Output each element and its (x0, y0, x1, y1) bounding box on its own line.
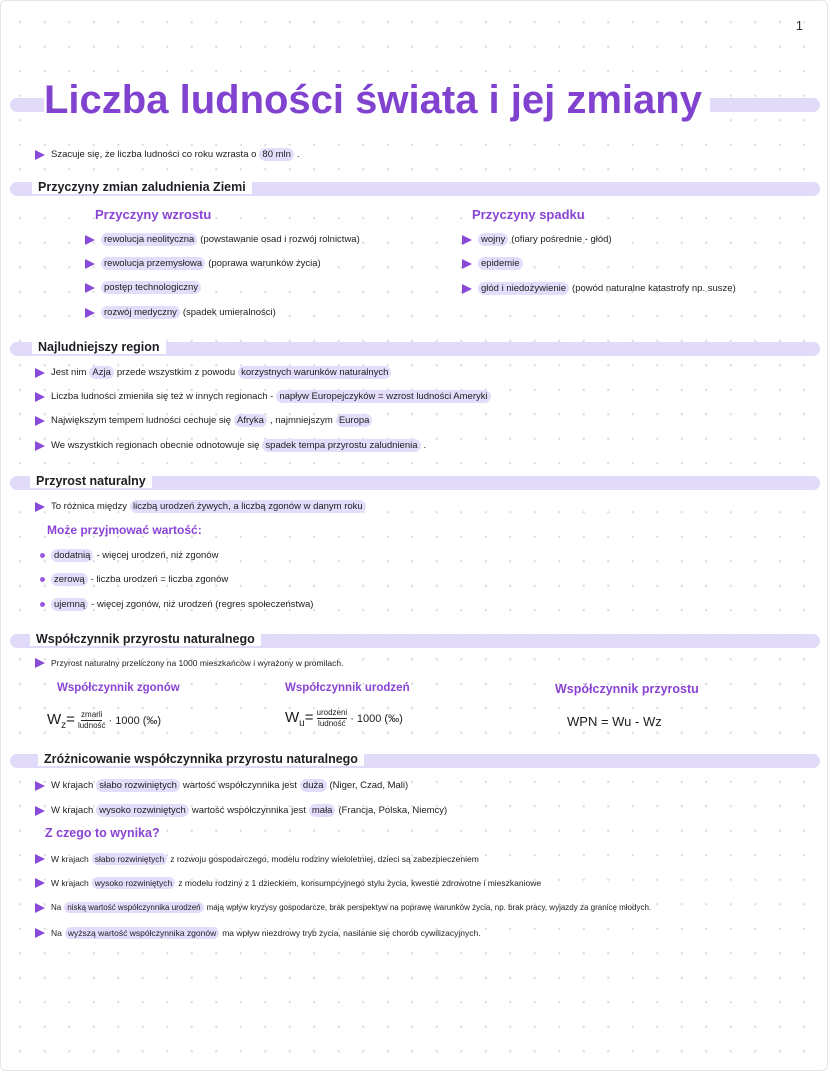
intro-line (35, 148, 300, 161)
text: z modelu rodziny z 1 dzieckiem, konsumpcyjnego stylu życia, kwestie zdrowotne i mieszkaniowe (178, 878, 542, 888)
bullet-triangle-icon (85, 259, 95, 269)
highlighted-text: mała (309, 804, 336, 817)
bullet-triangle-icon (35, 392, 45, 402)
bullet-triangle-icon (35, 878, 45, 888)
bullet-triangle-icon (462, 259, 472, 269)
bullet-triangle-icon (35, 928, 45, 938)
list-item (40, 573, 228, 586)
text: mają wpływ kryzysy gospodarcze, brak perspektyw na poprawę warunków życia, np. brak pracy, wyjazdy za granicę młodych. (206, 903, 652, 912)
text: (Niger, Czad, Mali) (329, 780, 409, 791)
bullet-triangle-icon (35, 502, 45, 512)
text: (powód naturalne katastrofy np. susze) (572, 283, 736, 294)
bullet-dot-icon (40, 577, 45, 582)
highlighted-text: korzystnych warunków naturalnych (238, 366, 391, 379)
list-item (85, 257, 321, 270)
list-item (35, 414, 372, 427)
text: . (423, 440, 427, 451)
text: Na (51, 903, 62, 912)
highlighted-text: słabo rozwiniętych (96, 779, 180, 792)
list-item (35, 902, 651, 913)
text: (powstawanie osad i rozwój rolnictwa) (200, 234, 360, 245)
list-item (35, 390, 491, 403)
section-heading-diff: Zróżnicowanie współczynnika przyrostu naturalnego (38, 752, 364, 766)
multiplier: · 1000 (‰) (350, 712, 403, 725)
highlighted-text: ujemną (51, 598, 88, 611)
list-item (462, 282, 736, 295)
text: , najmniejszym (269, 415, 333, 426)
values-subheading: Może przyjmować wartość: (47, 523, 202, 537)
list-item (35, 877, 541, 889)
highlighted-text: głód i niedożywienie (478, 282, 569, 295)
highlighted-text: liczbą urodzeń żywych, a liczbą zgonów w danym roku (130, 500, 366, 513)
highlighted-text: duża (300, 779, 327, 792)
text: We wszystkich regionach obecnie odnotowuje się (51, 440, 260, 451)
text: - więcej zgonów, niż urodzeń (regres społeczeństwa) (91, 599, 314, 610)
highlighted-text: niską wartość współczynnika urodzeń (64, 902, 203, 913)
highlighted-text: wojny (478, 233, 508, 246)
text: (poprawa warunków życia) (208, 258, 321, 269)
bullet-triangle-icon (35, 441, 45, 451)
text: ma wpływ niezdrowy tryb życia, nasilanie się chorób cywilizacyjnych. (222, 928, 481, 938)
text: (spadek umieralności) (182, 307, 276, 318)
highlighted-text: Afryka (234, 414, 267, 427)
decline-subheading: Przyczyny spadku (472, 207, 585, 222)
question-subheading: Z czego to wynika? (45, 826, 160, 840)
bullet-triangle-icon (462, 235, 472, 245)
text: Szacuje się, że liczba ludności co roku wzrasta o (51, 149, 257, 160)
text: - więcej urodzeń, niż zgonów (96, 550, 219, 561)
highlighted-text: Europa (336, 414, 373, 427)
list-item (35, 439, 426, 452)
text: (ofiary pośrednie - głód) (511, 234, 612, 245)
text: W krajach (51, 878, 89, 888)
deaths-subheading: Współczynnik zgonów (57, 682, 180, 694)
list-item (40, 549, 218, 562)
highlighted-text: spadek tempa przyrostu zaludnienia (262, 439, 420, 452)
list-item (35, 804, 447, 817)
section-heading-natural: Przyrost naturalny (30, 474, 152, 488)
bullet-triangle-icon (35, 806, 45, 816)
list-item (462, 257, 523, 270)
list-item (35, 366, 391, 379)
bullet-triangle-icon (85, 308, 95, 318)
bullet-triangle-icon (35, 368, 45, 378)
text: Liczba ludności zmieniła się też w innych regionach - (51, 391, 274, 402)
text: . (296, 149, 300, 160)
bullet-triangle-icon (35, 658, 45, 668)
list-item (35, 927, 481, 939)
definition-line (35, 500, 366, 513)
text: Jest nim (51, 367, 87, 378)
bullet-dot-icon (40, 602, 45, 607)
highlighted-text: Azja (89, 366, 113, 379)
fraction: $\frac{\text{zmarli}}{\text{ludność}}$ (77, 710, 106, 730)
list-item (85, 281, 201, 294)
fraction: $\frac{\text{urodzeni}}{\text{ludność}}$ (316, 708, 348, 728)
highlighted-text: słabo rozwiniętych (92, 853, 167, 865)
page-title: Liczba ludności świata i jej zmiany (44, 78, 710, 123)
text: (Francja, Polska, Niemcy) (338, 805, 448, 816)
definition-line (35, 658, 343, 668)
bullet-triangle-icon (85, 283, 95, 293)
text: Największym tempem ludności cechuje się (51, 415, 232, 426)
births-subheading: Współczynnik urodzeń (285, 682, 410, 694)
births-formula (285, 708, 403, 729)
symbol: $W_u=$ (285, 708, 314, 729)
growth-formula: WPN = Wu - Wz (567, 714, 662, 729)
bullet-triangle-icon (35, 150, 45, 160)
highlighted-text: postęp technologiczny (101, 281, 201, 294)
section-heading-coefficient: Współczynnik przyrostu naturalnego (30, 632, 261, 646)
list-item (35, 853, 479, 865)
multiplier: · 1000 (‰) (108, 714, 162, 727)
highlighted-text: zerową (51, 573, 88, 586)
highlighted-text: dodatnią (51, 549, 93, 562)
text: To różnica między (51, 501, 128, 512)
growth-subheading: Przyczyny wzrostu (95, 207, 212, 222)
section-heading-region: Najludniejszy region (32, 340, 166, 354)
list-item (85, 306, 276, 319)
bullet-triangle-icon (35, 854, 45, 864)
text: Na (51, 928, 62, 938)
section-heading-causes: Przyczyny zmian zaludnienia Ziemi (32, 180, 252, 194)
bullet-dot-icon (40, 553, 45, 558)
bullet-triangle-icon (462, 284, 472, 294)
bullet-triangle-icon (35, 903, 45, 913)
highlighted-text: wysoko rozwiniętych (96, 804, 189, 817)
deaths-formula (47, 710, 161, 731)
text: Przyrost naturalny przeliczony na 1000 mieszkańców i wyrażony w promilach. (51, 658, 344, 668)
text: wartość współczynnika jest (191, 805, 306, 816)
list-item (85, 233, 360, 246)
text: W krajach (51, 780, 94, 791)
text: przede wszystkim z powodu (116, 367, 236, 378)
symbol: $W_z=$ (47, 710, 75, 731)
page-number: 1 (795, 18, 803, 33)
highlighted-text: wysoko rozwiniętych (92, 877, 175, 889)
highlighted-text: rozwój medyczny (101, 306, 180, 319)
bullet-triangle-icon (35, 416, 45, 426)
growth-coef-subheading: Współczynnik przyrostu (555, 682, 699, 696)
list-item (462, 233, 612, 246)
bullet-triangle-icon (35, 781, 45, 791)
highlighted-text: rewolucja neolityczna (101, 233, 197, 246)
text: z rozwoju gospodarczego, modelu rodziny wieloletniej, dzieci są zabezpieczeniem (170, 854, 479, 864)
highlighted-text: rewolucja przemysłowa (101, 257, 205, 270)
list-item (40, 598, 313, 611)
bullet-triangle-icon (85, 235, 95, 245)
highlighted-text: napływ Europejczyków = wzrost ludności Ameryki (276, 390, 490, 403)
highlighted-text: 80 mln (259, 148, 294, 161)
text: - liczba urodzeń = liczba zgonów (90, 574, 229, 585)
highlighted-text: epidemie (478, 257, 523, 270)
text: W krajach (51, 805, 94, 816)
list-item (35, 779, 408, 792)
highlighted-text: wyższą wartość współczynnika zgonów (65, 927, 219, 939)
text: W krajach (51, 854, 89, 864)
text: wartość współczynnika jest (182, 780, 297, 791)
